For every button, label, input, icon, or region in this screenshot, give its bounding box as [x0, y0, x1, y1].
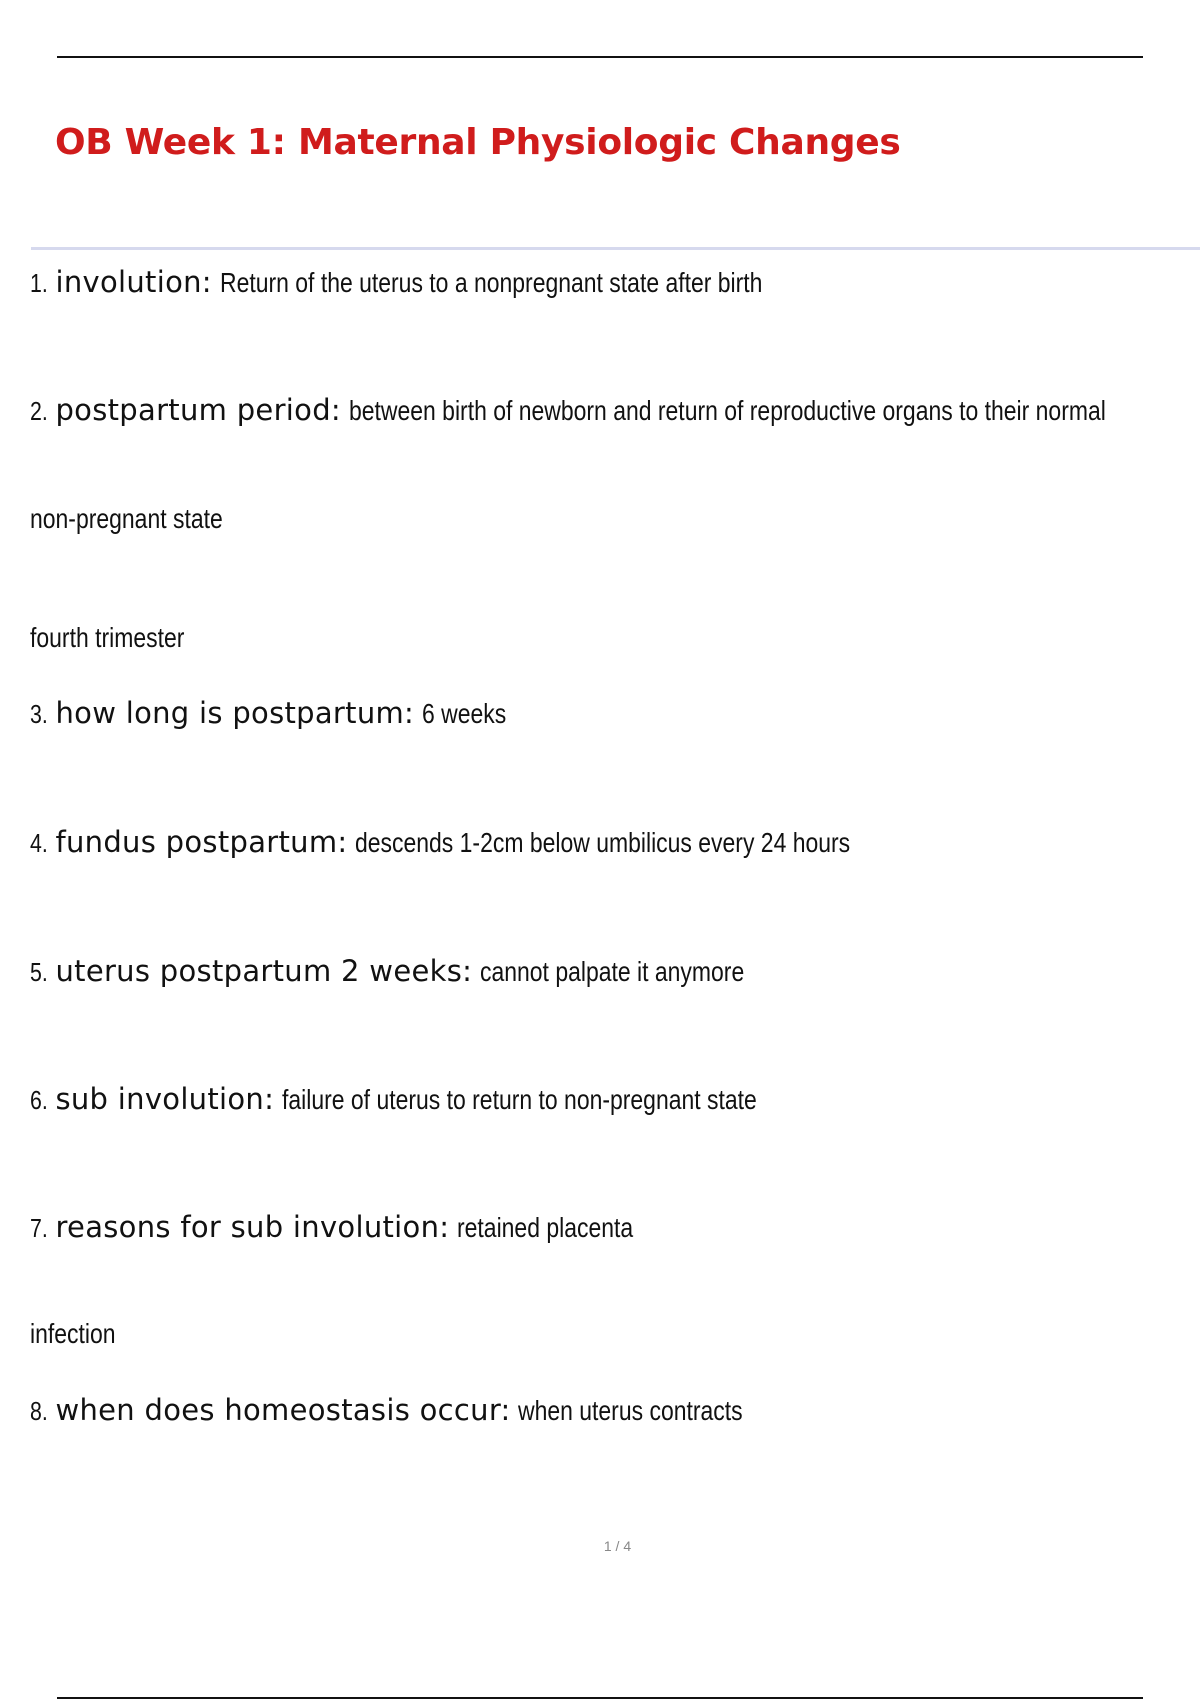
entry-term: when does homeostasis occur:: [55, 1393, 511, 1427]
entry-number: 1.: [30, 268, 48, 298]
entry-continuation: non-pregnant state: [30, 503, 223, 534]
entry-number: 2.: [30, 396, 48, 426]
entry-term: how long is postpartum:: [55, 696, 415, 730]
entry-number: 8.: [30, 1396, 48, 1426]
entry-number: 3.: [30, 699, 48, 729]
entry-term: uterus postpartum 2 weeks:: [55, 954, 473, 988]
entry-term: involution:: [55, 265, 212, 299]
entry-2: [30, 393, 1200, 427]
entry-number: 4.: [30, 828, 48, 858]
page-indicator: 1 / 4: [603, 1538, 632, 1554]
entry-definition: Return of the uterus to a nonpregnant state after birth: [219, 267, 763, 298]
entry-number: 5.: [30, 957, 48, 987]
entry-continuation: infection: [30, 1318, 116, 1349]
bottom-rule: [57, 1697, 1143, 1699]
entry-definition: failure of uterus to return to non-pregnant state: [281, 1084, 757, 1115]
entry-4: [30, 825, 959, 859]
entry-definition: retained placenta: [457, 1212, 634, 1243]
entry-continuation: fourth trimester: [30, 622, 185, 653]
entry-8: [30, 1393, 792, 1427]
entry-3: [30, 696, 525, 730]
entry-term: reasons for sub involution:: [55, 1210, 450, 1244]
entry-1: [30, 265, 881, 299]
title-divider: [31, 247, 1200, 250]
entry-number: 6.: [30, 1085, 48, 1115]
entry-definition: when uterus contracts: [518, 1395, 744, 1426]
entry-6: [30, 1082, 861, 1116]
entry-5: [30, 954, 802, 988]
entry-7: [30, 1210, 672, 1244]
entry-definition: between birth of newborn and return of reproductive organs to their normal: [348, 395, 1106, 426]
top-rule: [57, 56, 1143, 58]
entry-number: 7.: [30, 1213, 48, 1243]
entry-term: fundus postpartum:: [55, 825, 348, 859]
entry-term: postpartum period:: [55, 393, 341, 427]
entry-definition: descends 1-2cm below umbilicus every 24 hours: [355, 827, 851, 858]
document-title: OB Week 1: Maternal Physiologic Changes: [55, 122, 901, 163]
entry-definition: 6 weeks: [421, 698, 507, 729]
entry-term: sub involution:: [55, 1082, 275, 1116]
entry-definition: cannot palpate it anymore: [479, 956, 745, 987]
